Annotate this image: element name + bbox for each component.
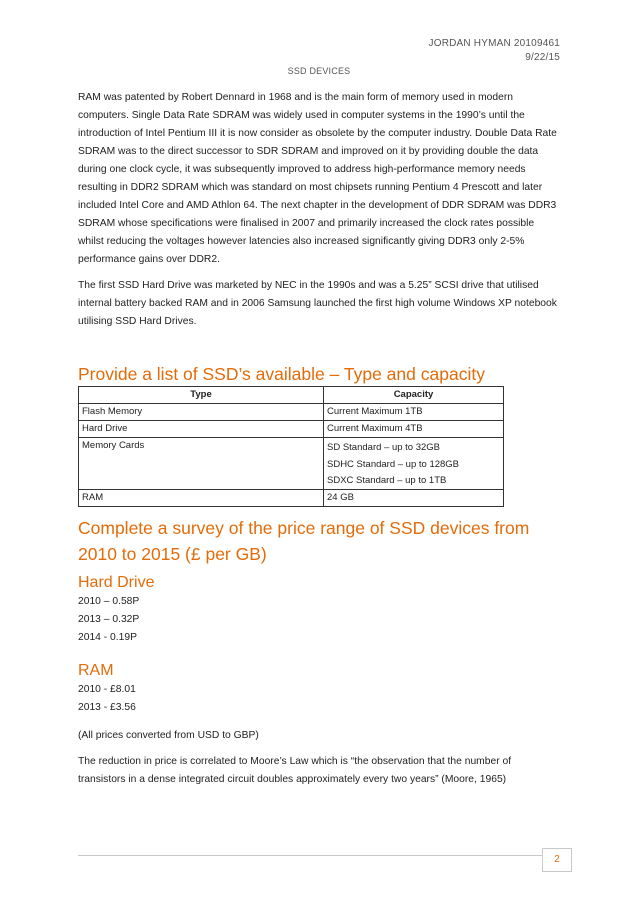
table-header-row — [79, 387, 504, 404]
ssd-list-heading: Provide a list of SSD’s available – Type and capacity — [78, 364, 485, 384]
section-title: SSD DEVICES — [287, 66, 351, 76]
footer-rule — [78, 855, 572, 856]
capacity-cell: 24 GB — [324, 490, 504, 507]
table-row — [79, 421, 504, 438]
table-row — [79, 404, 504, 421]
page-header — [429, 37, 560, 65]
price-line: 2013 – 0.32P — [78, 614, 140, 625]
page-number: 2 — [542, 848, 572, 872]
price-line: 2010 - £8.01 — [78, 684, 136, 695]
table-row — [79, 490, 504, 507]
ram-heading: RAM — [78, 662, 114, 679]
price-line: 2010 – 0.58P — [78, 596, 140, 607]
capacity-cell: Current Maximum 1TB — [324, 404, 504, 421]
capacity-line: SDXC Standard – up to 1TB — [327, 475, 447, 486]
column-header-capacity: Capacity — [324, 387, 504, 404]
type-cell: Flash Memory — [79, 404, 324, 421]
type-cell: Memory Cards — [79, 438, 324, 490]
type-cell: RAM — [79, 490, 324, 507]
type-cell: Hard Drive — [79, 421, 324, 438]
moores-law-paragraph: The reduction in price is correlated to Moore’s Law which is “the observation that the number of transistors in a dense integrated circuit doubles approximately every two years” (Moore, 1965) — [78, 756, 512, 785]
price-line: 2013 - £3.56 — [78, 702, 136, 713]
ssd-type-capacity-table — [78, 386, 504, 507]
hard-drive-heading: Hard Drive — [78, 574, 155, 591]
intro-paragraph-ram: RAM was patented by Robert Dennard in 1968 and is the main form of memory used in modern computers. Single Data Rate SDRAM was widely used in computer systems in the 1990’s until the introduction of Intel Pentium III it is now consider as obsolete by the computer industry. Double Data Rate SDRAM was to the direct successor to SDR SDRAM and improved on it by providing double the data during one clock cycle, it was subsequently improved to address high-performance memory needs resulting in DDR2 SDRAM which was standard on most chipsets running Pentium 4 Prescott and later included Intel Core and AMD Athlon 64. The next chapter in the development of DDR SDRAM was DDR3 SDRAM whose specifications were finalised in 2007 and primarily increased the clock rates possible whilst reducing the voltages however latencies also increased significantly giving DDR3 only 2-5% performance gains over DDR2. — [78, 92, 557, 265]
conversion-note: (All prices converted from USD to GBP) — [78, 730, 259, 741]
column-header-type: Type — [79, 387, 324, 404]
table-row — [79, 438, 504, 490]
date-line: 9/22/15 — [525, 52, 560, 63]
price-line: 2014 - 0.19P — [78, 632, 137, 643]
capacity-line: SD Standard – up to 32GB — [327, 442, 441, 453]
capacity-line: SDHC Standard – up to 128GB — [327, 459, 460, 470]
author-line: JORDAN HYMAN 20109461 — [428, 38, 560, 49]
capacity-cell — [324, 438, 504, 490]
intro-paragraph-ssd: The first SSD Hard Drive was marketed by NEC in the 1990s and was a 5.25” SCSI drive that utilised internal battery backed RAM and in 2006 Samsung launched the first high volume Windows XP notebook utilising SSD Hard Drives. — [78, 280, 557, 327]
document-body — [78, 89, 560, 797]
capacity-cell: Current Maximum 4TB — [324, 421, 504, 438]
price-survey-heading: Complete a survey of the price range of SSD devices from 2010 to 2015 (£ per GB) — [78, 518, 530, 564]
